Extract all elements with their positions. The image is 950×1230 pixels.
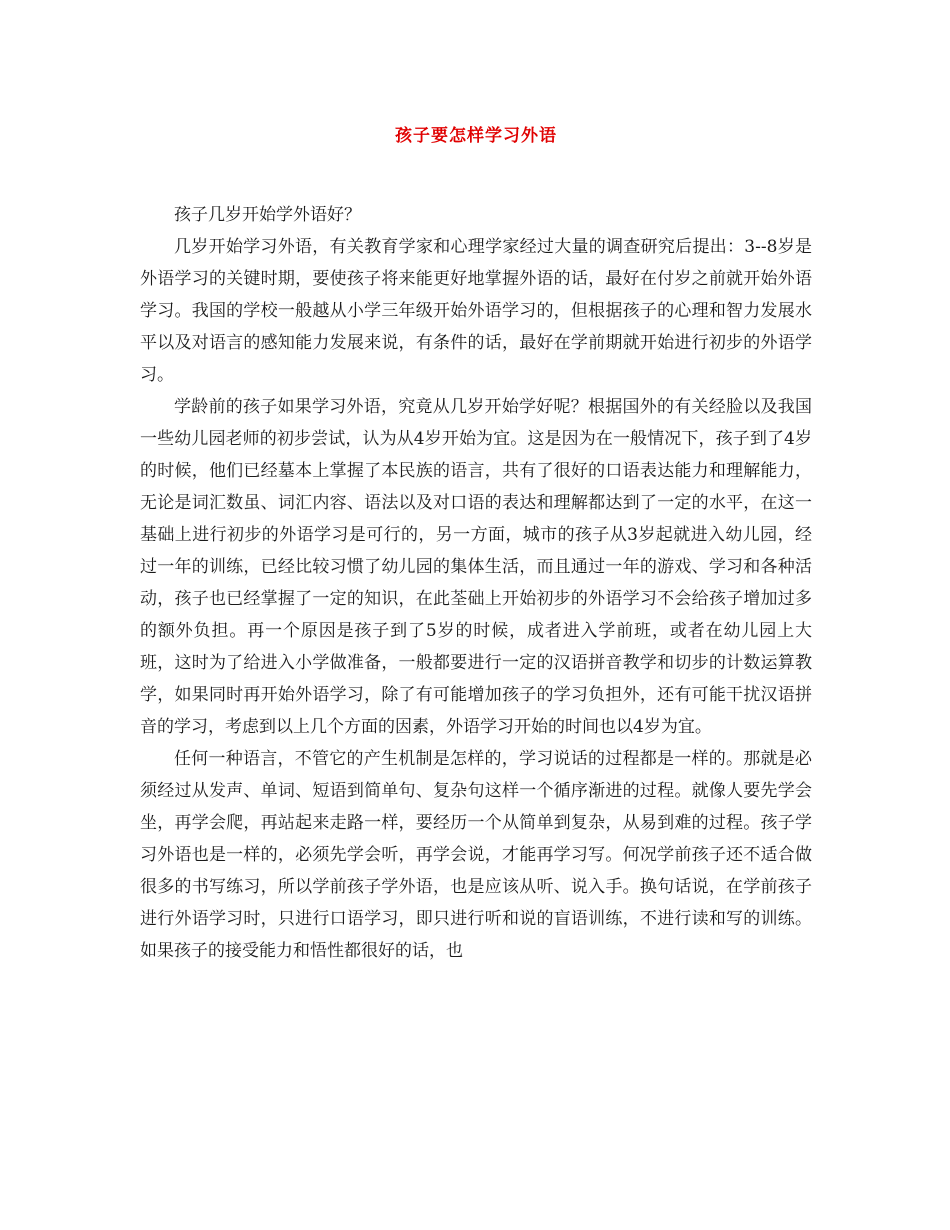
paragraph-3: 任何一种语言，不管它的产生机制是怎样的，学习说话的过程都是一样的。那就是必须经过从发声、单词、短语到简单句、复杂句这样一个循序渐进的过程。就像人要先学会坐，再学会爬，再站起来走路一样，要经历一个从简单到复杂，从易到难的过程。孩子学习外语也是一样的，必须先学会听，再学会说，才能再学习写。何况学前孩子还不适合做很多的书写练习，所以学前孩子学外语，也是应该从听、说入手。换句话说，在学前孩子进行外语学习时，只进行口语学习，即只进行听和说的盲语训练，不进行读和写的训练。如果孩子的接受能力和悟性都很好的话，也 <box>140 749 812 961</box>
paragraph-2: 学龄前的孩子如果学习外语，究竟从几岁开始学好呢？根据国外的有关经脸以及我国一些幼儿园老师的初步尝试，认为从4岁开始为宜。这是因为在一般情况下，孩子到了4岁的时候，他们已经墓本上掌握了本民族的语言，共有了很好的口语表达能力和理解能力，无论是词汇数虽、词汇内容、语法以及对口语的表达和理解都达到了一定的水平，在这一基础上进行初步的外语学习是可行的，另一方面，城市的孩子从3岁起就进入幼儿园，经过一年的训练，已经比较习惯了幼儿园的集体生活，而且通过一年的游戏、学习和各种活动，孩子也已经掌握了一定的知识，在此荃础上开始初步的外语学习不会给孩子增加过多的额外负担。再一个原因是孩子到了5岁的时候，成者进入学前班，或者在幼儿园上大班，这时为了给进入小学做准备，一般都要进行一定的汉语拼音教学和切步的计数运算教学，如果同时再开始外语学习，除了有可能增加孩子的学习负担外，还有可能干扰汉语拼音的学习，考虑到以上几个方面的因素，外语学习开始的时间也以4岁为宜。 <box>140 397 812 737</box>
document-page <box>140 0 812 967</box>
paragraph-1: 几岁开始学习外语，有关教育学家和心理学家经过大量的调查研究后提出：3--8岁是外语学习的关键时期，要使孩子将来能更好地掌握外语的话，最好在付岁之前就开始外语学习。我国的学校一般越从小学三年级开始外语学习的，但根据孩子的心理和智力发展水平以及对语言的感知能力发展来说，有条件的话，最好在学前期就开始进行初步的外语学习。 <box>140 237 812 385</box>
question-heading: 孩子几岁开始学外语好？ <box>174 205 361 225</box>
document-title: 孩子要怎样学习外语 <box>395 126 557 146</box>
